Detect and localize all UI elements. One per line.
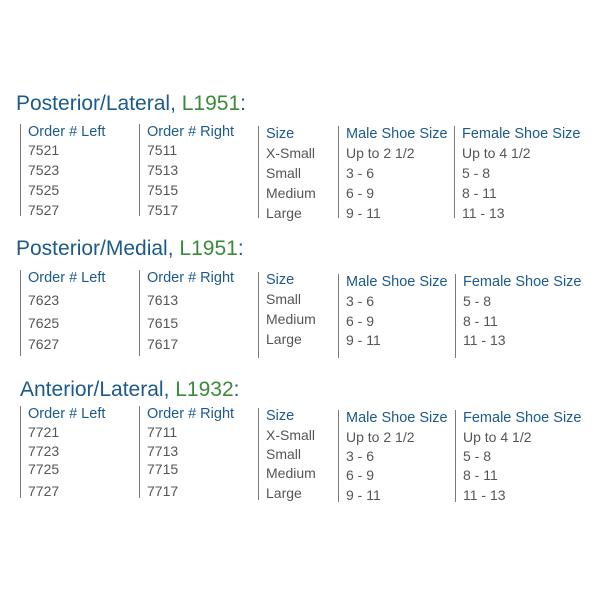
column-order-right	[139, 406, 234, 498]
cell-size: Medium	[266, 185, 316, 201]
cell-male-shoe-size: 9 - 11	[346, 205, 381, 221]
cell-order-right: 7717	[147, 483, 179, 499]
cell-male-shoe-size: 3 - 6	[346, 165, 375, 181]
cell-order-left: 7523	[28, 162, 60, 178]
title-code: L1951	[181, 92, 241, 115]
header-male-shoe-size: Male Shoe Size	[346, 274, 448, 290]
cell-female-shoe-size: 11 - 13	[462, 205, 505, 221]
column-size	[258, 408, 316, 501]
cell-order-right: 7713	[147, 443, 179, 459]
cell-order-right: 7615	[147, 315, 179, 331]
section-title	[16, 92, 246, 116]
cell-male-shoe-size: 9 - 11	[346, 332, 381, 348]
column-female-shoe-size	[455, 274, 581, 358]
cell-order-left: 7623	[28, 292, 60, 308]
header-size: Size	[266, 126, 295, 142]
cell-order-right: 7513	[147, 162, 179, 178]
column-size	[258, 126, 316, 221]
cell-size: Large	[266, 205, 302, 221]
cell-male-shoe-size: 3 - 6	[346, 448, 375, 464]
column-female-shoe-size	[455, 410, 581, 502]
header-male-shoe-size: Male Shoe Size	[346, 126, 448, 142]
cell-male-shoe-size: Up to 2 1/2	[346, 145, 415, 161]
cell-female-shoe-size: 11 - 13	[463, 487, 506, 503]
title-text: Anterior/Lateral,	[20, 378, 176, 401]
cell-female-shoe-size: 8 - 11	[462, 185, 497, 201]
title-text: Posterior/Lateral,	[16, 92, 182, 115]
title-colon: :	[240, 92, 246, 115]
title-colon: :	[233, 378, 240, 401]
cell-order-right: 7715	[147, 461, 179, 477]
cell-order-right: 7515	[147, 182, 179, 198]
cell-order-left: 7725	[28, 461, 60, 477]
cell-order-left: 7727	[28, 483, 60, 499]
cell-size: X-Small	[266, 427, 316, 443]
cell-size: Large	[266, 485, 302, 501]
header-order-left: Order # Left	[28, 270, 106, 286]
column-order-right	[139, 270, 234, 356]
section-title	[16, 237, 244, 261]
column-order-left	[20, 406, 105, 498]
cell-size: Small	[266, 165, 302, 181]
column-female-shoe-size	[454, 126, 581, 221]
title-code: L1951	[179, 237, 238, 260]
header-size: Size	[266, 272, 295, 288]
header-order-right: Order # Right	[147, 124, 235, 140]
cell-male-shoe-size: 3 - 6	[346, 293, 375, 309]
cell-female-shoe-size: Up to 4 1/2	[463, 429, 532, 445]
header-female-shoe-size: Female Shoe Size	[463, 410, 582, 426]
column-male-shoe-size	[338, 410, 448, 502]
cell-male-shoe-size: 9 - 11	[346, 487, 381, 503]
cell-order-left: 7721	[28, 424, 60, 440]
cell-order-left: 7625	[28, 315, 60, 331]
column-size	[258, 272, 316, 358]
header-order-left: Order # Left	[28, 124, 106, 140]
cell-female-shoe-size: 5 - 8	[463, 448, 492, 464]
cell-male-shoe-size: 6 - 9	[346, 467, 375, 483]
cell-order-right: 7517	[147, 202, 179, 218]
cell-female-shoe-size: 5 - 8	[463, 293, 492, 309]
cell-male-shoe-size: 6 - 9	[346, 185, 375, 201]
cell-order-right: 7511	[147, 142, 178, 158]
title-code: L1932	[175, 378, 234, 401]
cell-order-left: 7527	[28, 202, 60, 218]
column-order-right	[139, 124, 234, 216]
cell-female-shoe-size: 5 - 8	[462, 165, 491, 181]
column-male-shoe-size	[338, 274, 448, 358]
cell-male-shoe-size: 6 - 9	[346, 313, 375, 329]
cell-order-right: 7617	[147, 336, 179, 352]
cell-order-right: 7711	[147, 424, 178, 440]
cell-male-shoe-size: Up to 2 1/2	[346, 429, 415, 445]
cell-size: Small	[266, 446, 302, 462]
title-colon: :	[237, 237, 244, 260]
cell-size: Medium	[266, 465, 316, 481]
header-order-right: Order # Right	[147, 406, 235, 422]
cell-order-right: 7613	[147, 292, 179, 308]
cell-female-shoe-size: 8 - 11	[463, 467, 498, 483]
cell-female-shoe-size: Up to 4 1/2	[462, 145, 531, 161]
cell-size: X-Small	[266, 145, 316, 161]
cell-size: Medium	[266, 311, 316, 327]
header-female-shoe-size: Female Shoe Size	[463, 274, 582, 290]
column-order-left	[20, 270, 105, 356]
cell-order-left: 7627	[28, 336, 60, 352]
header-male-shoe-size: Male Shoe Size	[346, 410, 448, 426]
header-size: Size	[266, 408, 295, 424]
title-text: Posterior/Medial,	[16, 237, 180, 260]
cell-order-left: 7521	[28, 142, 60, 158]
section-title	[20, 378, 240, 402]
column-male-shoe-size	[338, 126, 448, 221]
header-order-right: Order # Right	[147, 270, 235, 286]
header-female-shoe-size: Female Shoe Size	[462, 126, 581, 142]
column-order-left	[20, 124, 105, 216]
cell-size: Large	[266, 331, 302, 347]
cell-size: Small	[266, 291, 302, 307]
cell-female-shoe-size: 11 - 13	[463, 332, 506, 348]
cell-order-left: 7525	[28, 182, 60, 198]
cell-order-left: 7723	[28, 443, 60, 459]
cell-female-shoe-size: 8 - 11	[463, 313, 498, 329]
header-order-left: Order # Left	[28, 406, 106, 422]
